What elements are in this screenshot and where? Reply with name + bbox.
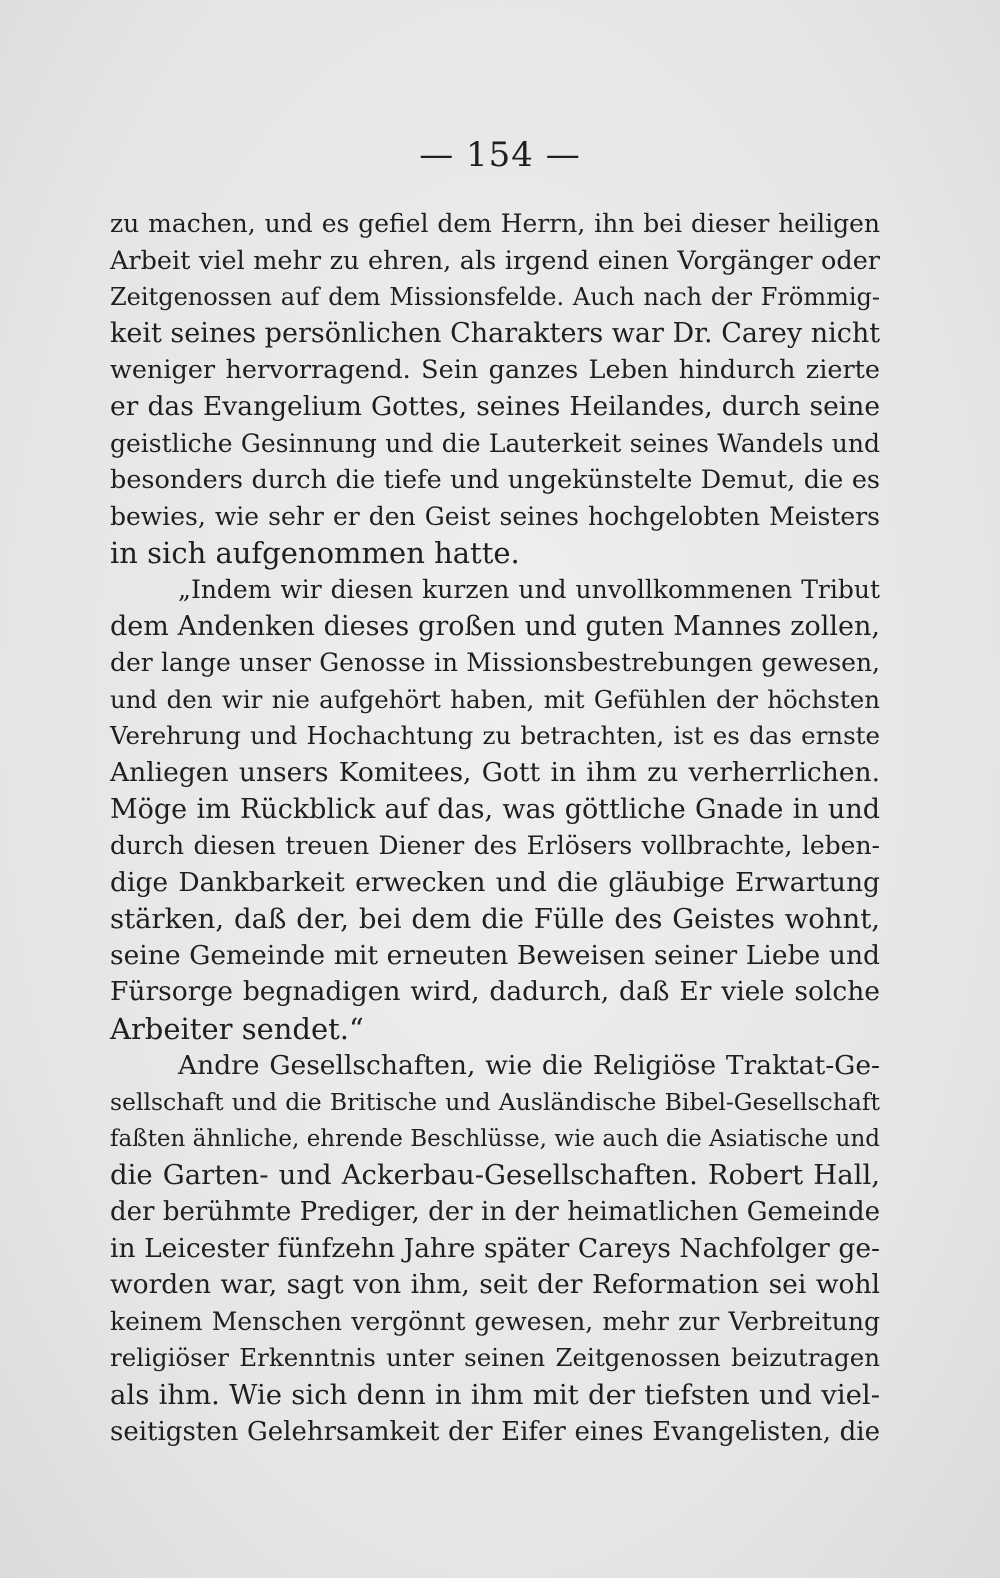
text-line: Arbeiter sendet.“ bbox=[110, 1012, 364, 1047]
text-line: besonders durch die tiefe und ungekünstelte Demut, die es bbox=[110, 465, 880, 496]
page-number: — 154 — bbox=[419, 135, 581, 175]
text-line: die Garten- und Ackerbau-Gesellschaften. Robert Hall, bbox=[110, 1159, 880, 1192]
text-line: in sich aufgenommen hatte. bbox=[110, 536, 520, 571]
text-line: und den wir nie aufgehört haben, mit Gefühlen der höchsten bbox=[110, 684, 880, 714]
text-line: Fürsorge begnadigen wird, dadurch, daß Er viele solche bbox=[110, 976, 880, 1008]
text-line: keit seines persönlichen Charakters war Dr. Carey nicht bbox=[110, 317, 881, 349]
text-line: Möge im Rückblick auf das, was göttliche Gnade in und bbox=[110, 793, 880, 825]
text-line: bewies, wie sehr er den Geist seines hochgelobten Meisters bbox=[110, 501, 880, 531]
text-line: worden war, sagt von ihm, seit der Reformation sei wohl bbox=[110, 1269, 880, 1301]
text-line: dem Andenken dieses großen und guten Mannes zollen, bbox=[110, 610, 880, 642]
text-line: faßten ähnliche, ehrende Beschlüsse, wie auch die Asiatische und bbox=[110, 1125, 880, 1152]
text-line: Arbeit viel mehr zu ehren, als irgend einen Vorgänger oder bbox=[110, 245, 880, 276]
text-line: religiöser Erkenntnis unter seinen Zeitgenossen beizutragen bbox=[110, 1343, 880, 1373]
text-line: der lange unser Genosse in Missionsbestrebungen gewesen, bbox=[110, 648, 880, 678]
text-line: „Indem wir diesen kurzen und unvollkommenen Tribut bbox=[178, 574, 880, 604]
body-text bbox=[110, 206, 880, 1450]
text-line: stärken, daß der, bei dem die Fülle des Geistes wohnt, bbox=[110, 903, 880, 936]
text-line: in Leicester fünfzehn Jahre später Careys Nachfolger ge- bbox=[110, 1232, 880, 1264]
text-line: seine Gemeinde mit erneuten Beweisen seiner Liebe und bbox=[110, 939, 880, 971]
text-line: seitigsten Gelehrsamkeit der Eifer eines Evangelisten, die bbox=[110, 1416, 880, 1447]
text-line: durch diesen treuen Diener des Erlösers vollbrachte, leben- bbox=[110, 831, 880, 861]
text-line: als ihm. Wie sich denn in ihm mit der tiefsten und viel- bbox=[110, 1379, 880, 1411]
text-line: keinem Menschen vergönnt gewesen, mehr zur Verbreitung bbox=[110, 1306, 880, 1336]
text-line: Anliegen unsers Komitees, Gott in ihm zu verherrlichen. bbox=[110, 756, 880, 788]
text-line: weniger hervorragend. Sein ganzes Leben hindurch zierte bbox=[110, 355, 880, 386]
text-line: zu machen, und es gefiel dem Herrn, ihn bei dieser heiligen bbox=[110, 209, 880, 238]
text-line: sellschaft und die Britische und Ausländische Bibel-Gesellschaft bbox=[110, 1088, 880, 1117]
text-line: dige Dankbarkeit erwecken und die gläubige Erwartung bbox=[110, 866, 880, 898]
text-line: Andre Gesellschaften, wie die Religiöse Traktat-Ge- bbox=[178, 1049, 880, 1081]
text-line: er das Evangelium Gottes, seines Heilandes, durch seine bbox=[110, 390, 880, 422]
text-line: geistliche Gesinnung und die Lauterkeit seines Wandels und bbox=[110, 428, 880, 458]
text-line: Verehrung und Hochachtung zu betrachten, ist es das ernste bbox=[110, 721, 880, 751]
text-line: Zeitgenossen auf dem Missionsfelde. Auch nach der Frömmig- bbox=[110, 283, 880, 312]
text-line: der berühmte Prediger, der in der heimatlichen Gemeinde bbox=[110, 1197, 880, 1228]
